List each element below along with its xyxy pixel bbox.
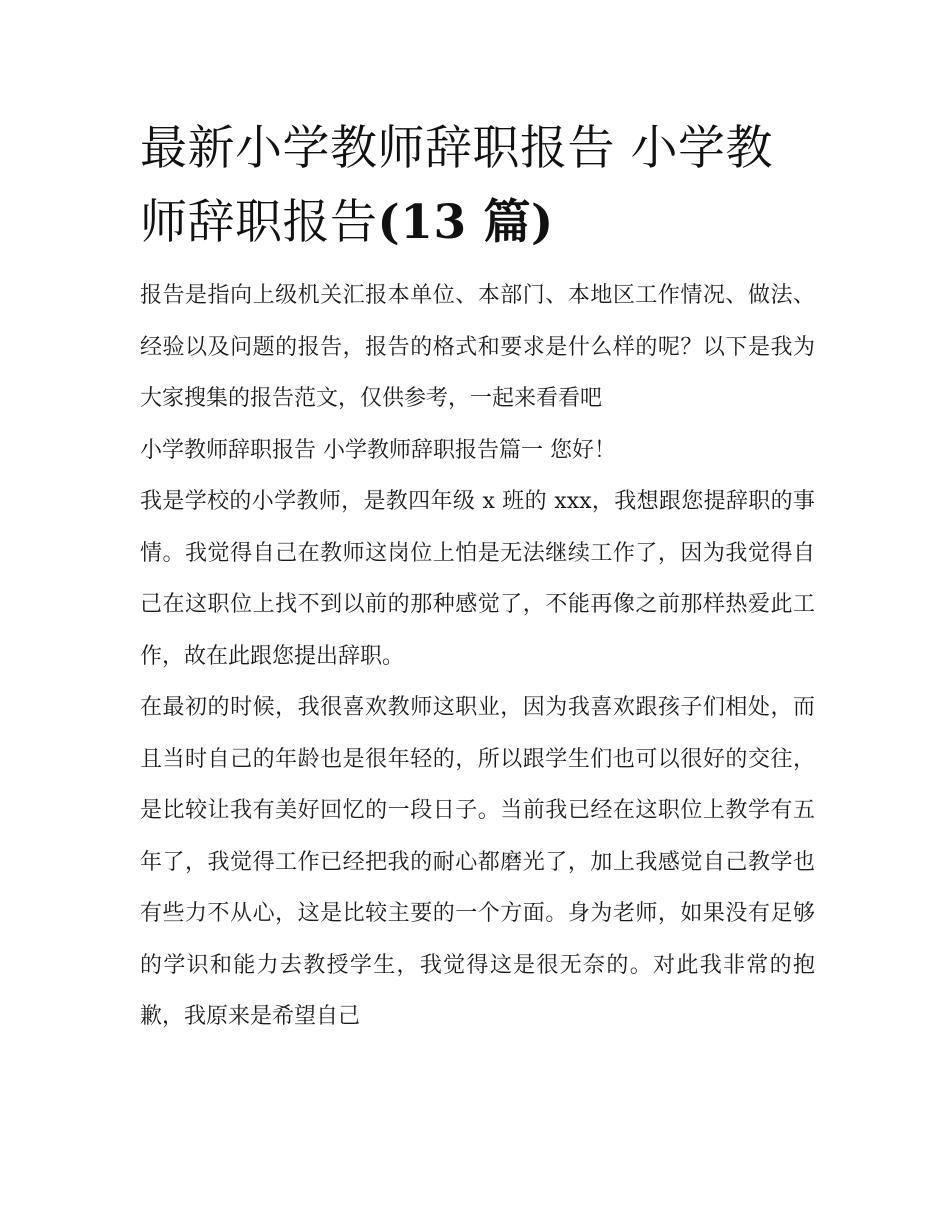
body-paragraph-2: 在最初的时候，我很喜欢教师这职业，因为我喜欢跟孩子们相处，而且当时自己的年龄也是很年轻的，所以跟学生们也可以很好的交往，是比较让我有美好回忆的一段日子。当前我已经在这职位上教学有五年了，我觉得工作已经把我的耐心都磨光了，加上我感觉自己教学也有些力不从心，这是比较主要的一个方面。身为老师，如果没有足够的学识和能力去教授学生，我觉得这是很无奈的。对此我非常的抱歉，我原来是希望自己 [140,695,815,1029]
title-text: 最新小学教师辞职报告 小学教师辞职报告 [140,121,773,250]
section-heading-paragraph: 小学教师辞职报告 小学教师辞职报告篇一 您好！ [140,437,616,463]
body-paragraph-1: 我是学校的小学教师，是教四年级 x 班的 xxx，我想跟您提辞职的事情。我觉得自己在教师这岗位上怕是无法继续工作了，因为我觉得自己在这职位上找不到以前的那种感觉了，不能再像之前那样热爱此工作，故在此跟您提出辞职。 [140,489,815,669]
document-title [140,112,815,260]
document-content [140,112,815,1043]
intro-paragraph: 报告是指向上级机关汇报本单位、本部门、本地区工作情况、做法、经验以及问题的报告，报告的格式和要求是什么样的呢？以下是我为大家搜集的报告范文，仅供参考，一起来看看吧 [140,283,815,411]
title-count: (13 篇) [377,195,554,250]
